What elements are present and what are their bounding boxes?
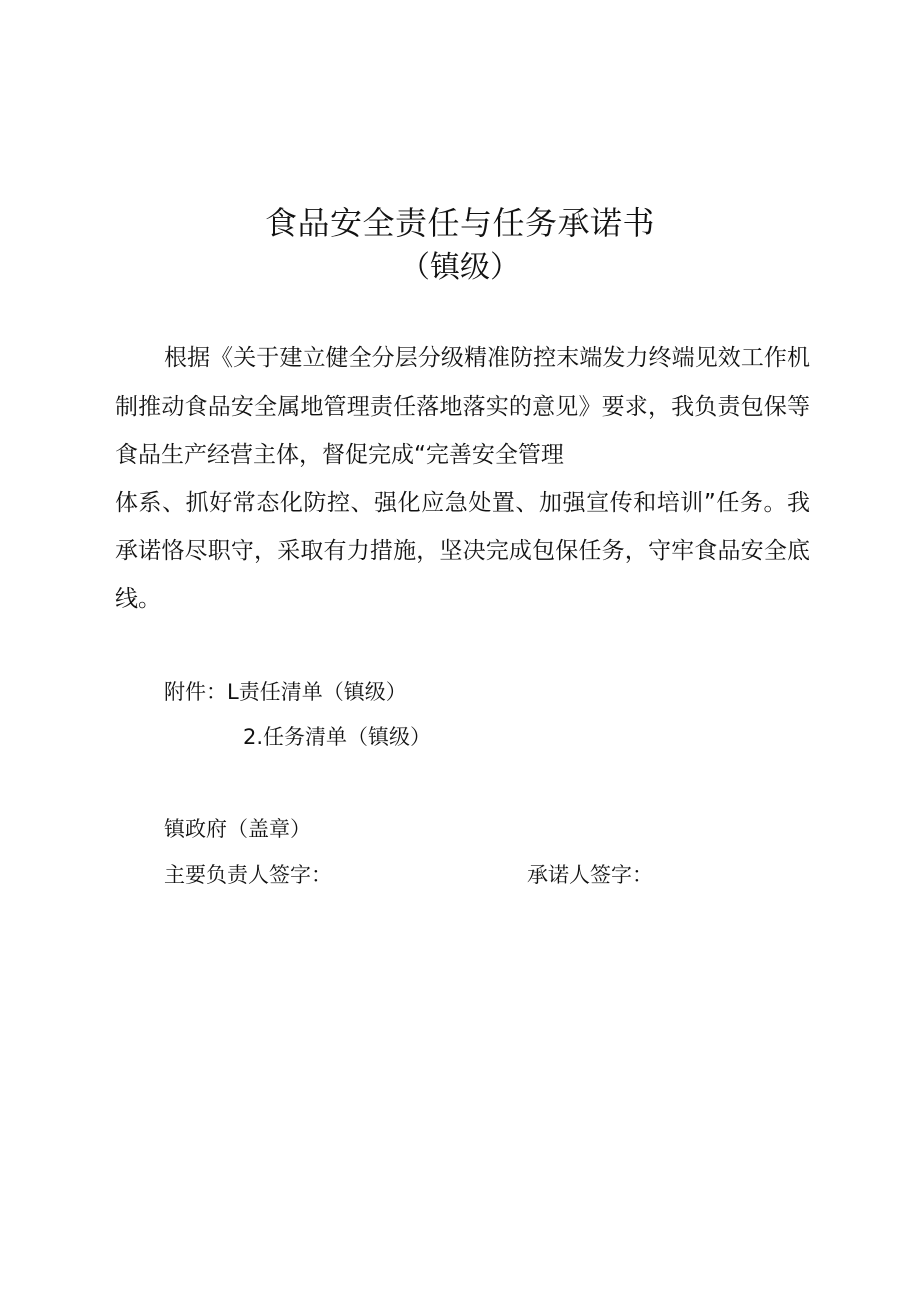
principal-signature-label: 主要负责人签字： — [164, 863, 332, 887]
body-line-6: 线。 — [115, 586, 161, 612]
document-subtitle: （镇级） — [400, 250, 520, 285]
body-line-4: 体系、抓好常态化防控、强化应急处置、加强宣传和培训”任务。我 — [115, 490, 810, 516]
government-seal-label: 镇政府（盖章） — [164, 817, 311, 841]
body-line-5: 承诺恪尽职守，采取有力措施，坚决完成包保任务，守牢食品安全底 — [115, 538, 810, 564]
attachment-item-2: 2.任务清单（镇级） — [243, 725, 432, 749]
promisor-signature-label: 承诺人签字： — [527, 863, 653, 887]
body-line-3: 食品生产经营主体，督促完成“完善安全管理 — [115, 442, 564, 468]
body-line-1: 根据《关于建立健全分层分级精准防控末端发力终端见效工作机 — [164, 345, 810, 371]
body-line-2: 制推动食品安全属地管理责任落地落实的意见》要求，我负责包保等 — [115, 394, 810, 420]
document-title: 食品安全责任与任务承诺书 — [264, 204, 655, 242]
attachment-item-1: 附件：L责任清单（镇级） — [164, 680, 407, 704]
